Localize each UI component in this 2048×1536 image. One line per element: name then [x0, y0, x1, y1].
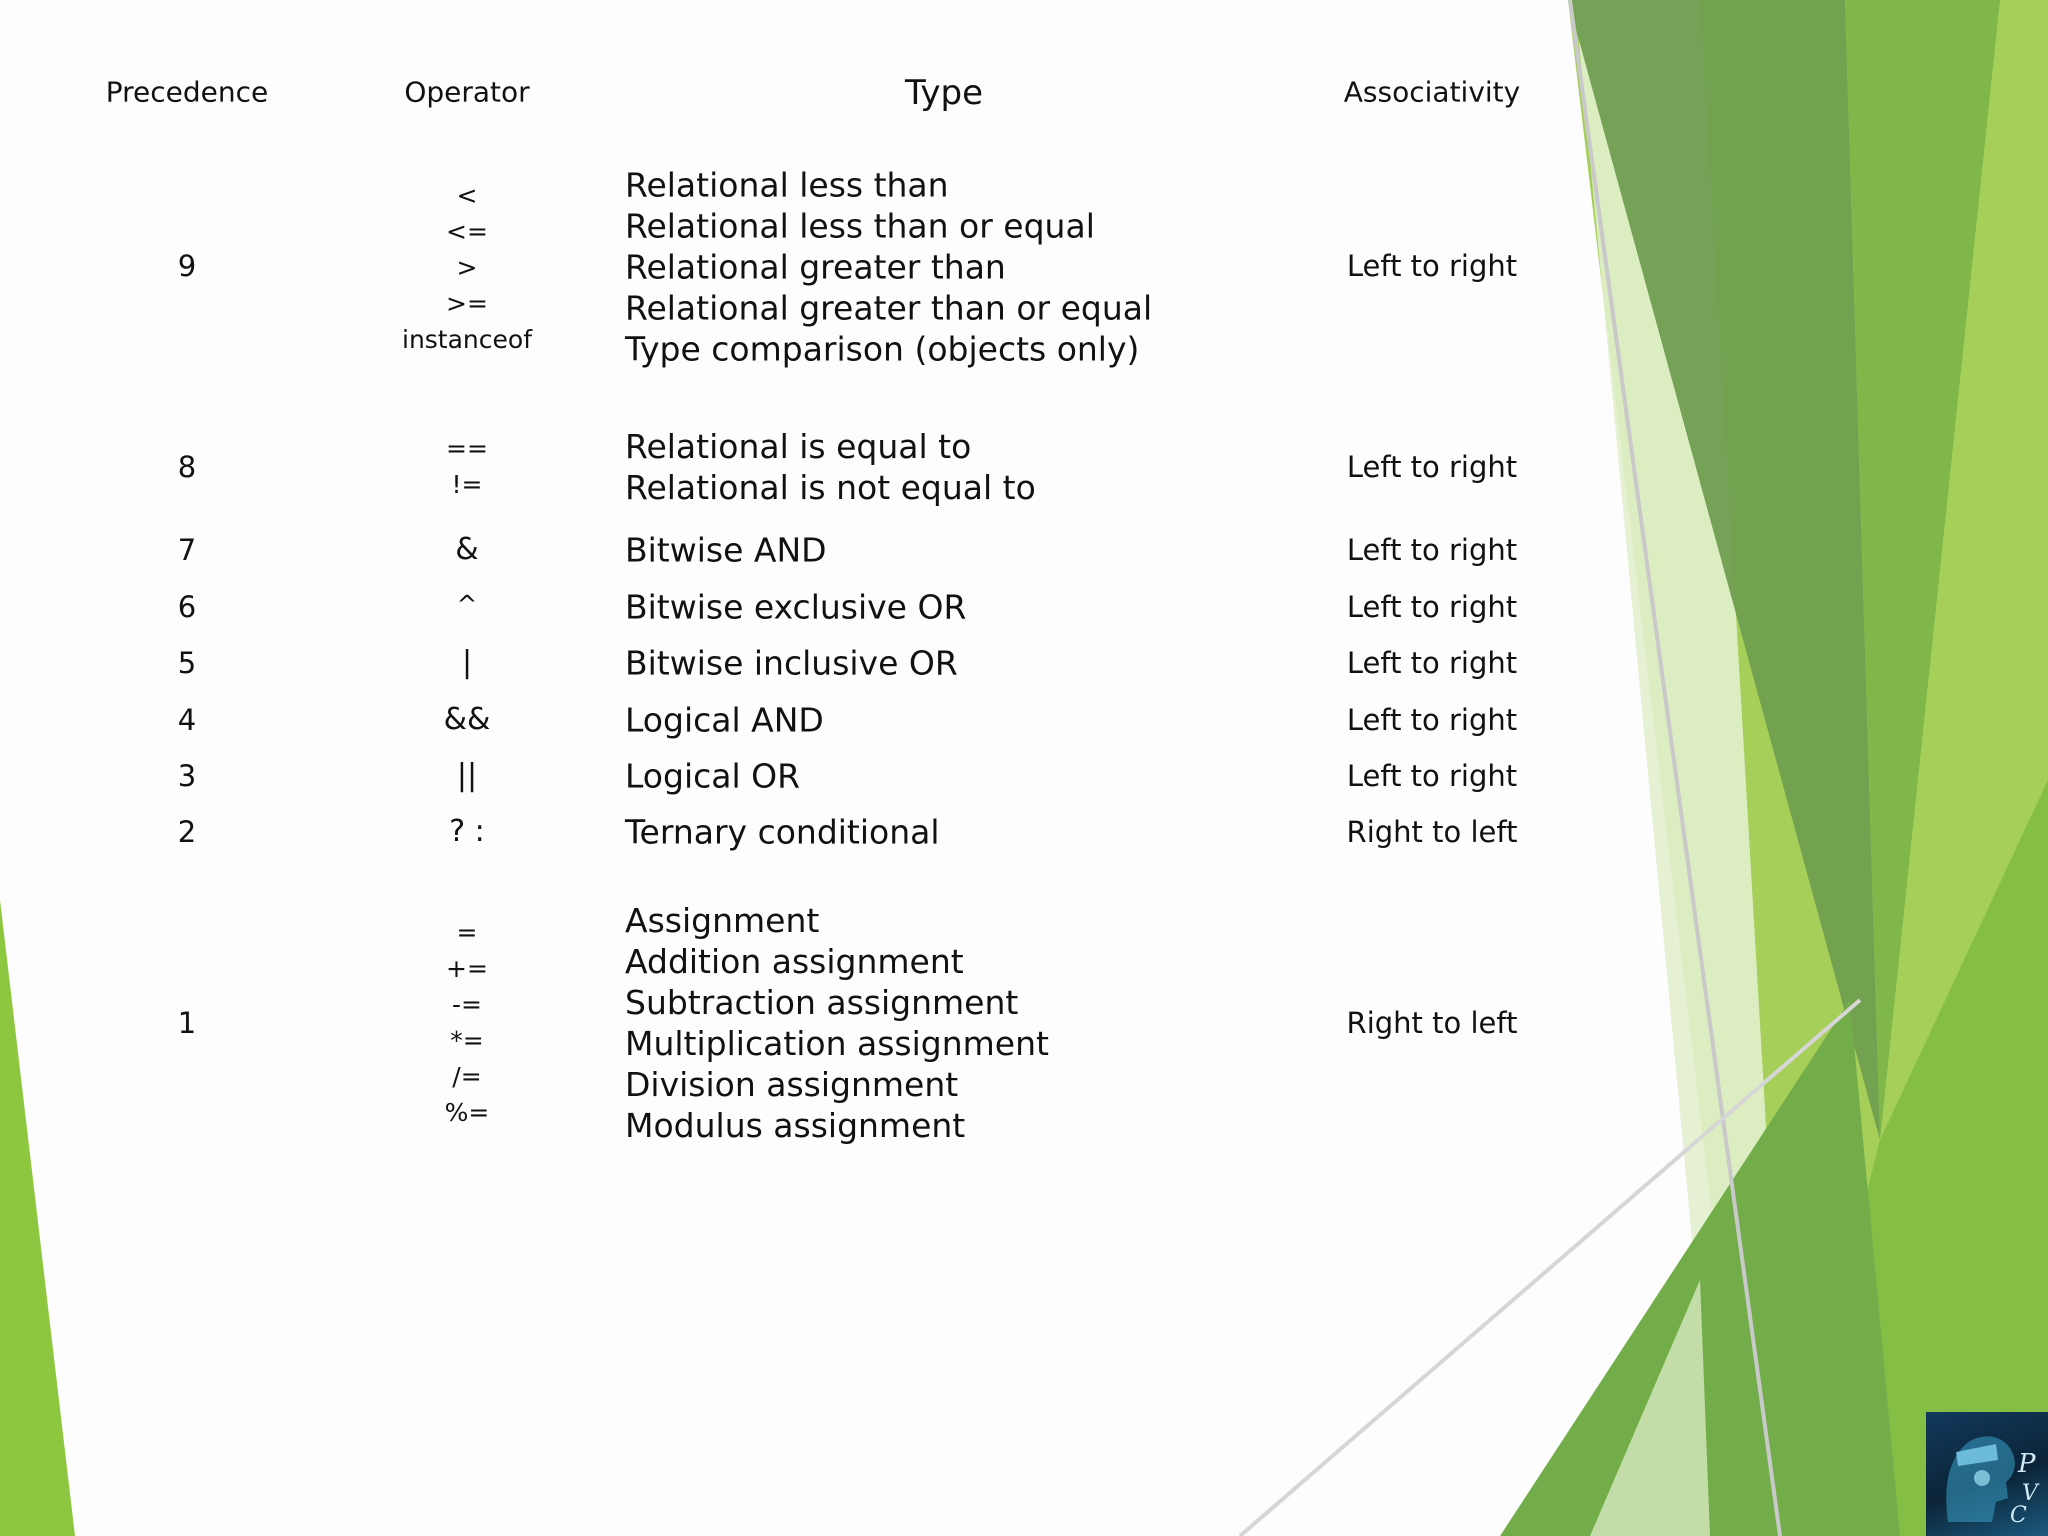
- type-description: Relational greater than: [625, 247, 1006, 287]
- associativity-value: Left to right: [1346, 249, 1518, 283]
- operator-symbol: -=: [452, 990, 482, 1019]
- precedence-value: 7: [177, 533, 197, 567]
- type-description: Bitwise exclusive OR: [625, 587, 967, 627]
- operator-symbol: instanceof: [401, 325, 533, 354]
- precedence-value: 5: [177, 646, 197, 680]
- type-description: Multiplication assignment: [625, 1024, 1049, 1063]
- operator-symbol: ^: [456, 590, 478, 619]
- type-description: Logical AND: [625, 700, 824, 740]
- operator-symbol: +=: [446, 954, 488, 983]
- operator-symbol: ==: [446, 434, 488, 463]
- type-description: Type comparison (objects only): [625, 329, 1140, 369]
- operator-list: [402, 178, 532, 358]
- precedence-value: 1: [177, 1006, 197, 1040]
- type-description: Division assignment: [625, 1065, 959, 1104]
- operator-list: [449, 814, 485, 850]
- associativity-value: Right to left: [1346, 815, 1518, 849]
- type-description: Ternary conditional: [625, 812, 940, 852]
- operator-list: [446, 431, 488, 503]
- type-list: [625, 165, 1152, 370]
- header-associativity: Associativity: [1343, 75, 1521, 109]
- operator-symbol: =: [456, 918, 478, 947]
- operator-symbol: *=: [450, 1026, 484, 1055]
- type-list: [625, 812, 940, 853]
- operator-symbol: &: [455, 532, 479, 567]
- type-list: [625, 530, 827, 571]
- associativity-value: Left to right: [1346, 646, 1518, 680]
- header-type: Type: [904, 73, 984, 113]
- type-description: Assignment: [625, 901, 820, 940]
- type-description: Relational is equal to: [625, 427, 972, 466]
- head-profile-logo-icon: [1926, 1412, 2048, 1536]
- operator-list: [455, 532, 478, 568]
- operator-list: [444, 702, 491, 738]
- operator-list: [457, 758, 477, 794]
- svg-text:C: C: [2010, 1503, 2027, 1528]
- header-operator: Operator: [404, 75, 530, 109]
- operator-list: [457, 587, 478, 623]
- precedence-value: 4: [177, 703, 197, 737]
- type-description: Relational less than or equal: [625, 206, 1095, 246]
- type-description: Relational greater than or equal: [625, 288, 1153, 328]
- type-list: [625, 900, 1049, 1146]
- associativity-value: Left to right: [1346, 533, 1518, 567]
- type-list: [625, 756, 800, 797]
- precedence-value: 2: [177, 815, 197, 849]
- type-list: [625, 700, 824, 741]
- precedence-value: 9: [177, 249, 197, 283]
- operator-list: [445, 915, 490, 1131]
- type-description: Subtraction assignment: [625, 983, 1019, 1022]
- operator-symbol: &&: [443, 702, 491, 737]
- precedence-value: 8: [177, 450, 197, 484]
- type-list: [625, 587, 966, 628]
- operator-symbol: !=: [451, 470, 483, 499]
- operator-symbol: /=: [452, 1062, 482, 1091]
- operator-symbol: ||: [456, 758, 478, 793]
- type-description: Modulus assignment: [625, 1106, 966, 1145]
- associativity-value: Left to right: [1346, 590, 1518, 624]
- svg-text:P: P: [2018, 1449, 2036, 1479]
- type-description: Bitwise AND: [625, 530, 827, 570]
- associativity-value: Left to right: [1346, 450, 1518, 484]
- type-description: Bitwise inclusive OR: [625, 643, 958, 683]
- svg-text:V: V: [2022, 1481, 2038, 1506]
- type-description: Addition assignment: [625, 942, 964, 981]
- associativity-value: Left to right: [1346, 703, 1518, 737]
- type-list: [625, 426, 1036, 508]
- operator-symbol: >=: [446, 289, 488, 318]
- operator-list: [462, 645, 472, 681]
- precedence-value: 6: [177, 590, 197, 624]
- type-list: [625, 643, 958, 684]
- header-precedence: Precedence: [105, 75, 269, 109]
- type-description: Logical OR: [625, 756, 801, 796]
- operator-symbol: ? :: [449, 814, 485, 849]
- operator-symbol: %=: [444, 1098, 490, 1127]
- type-description: Relational is not equal to: [625, 468, 1036, 507]
- associativity-value: Left to right: [1346, 759, 1518, 793]
- operator-symbol: |: [461, 645, 473, 680]
- associativity-value: Right to left: [1346, 1006, 1518, 1040]
- precedence-value: 3: [177, 759, 197, 793]
- operator-symbol: <=: [446, 217, 488, 246]
- operator-symbol: >: [456, 253, 478, 282]
- operator-symbol: <: [456, 181, 478, 210]
- type-description: Relational less than: [625, 165, 949, 205]
